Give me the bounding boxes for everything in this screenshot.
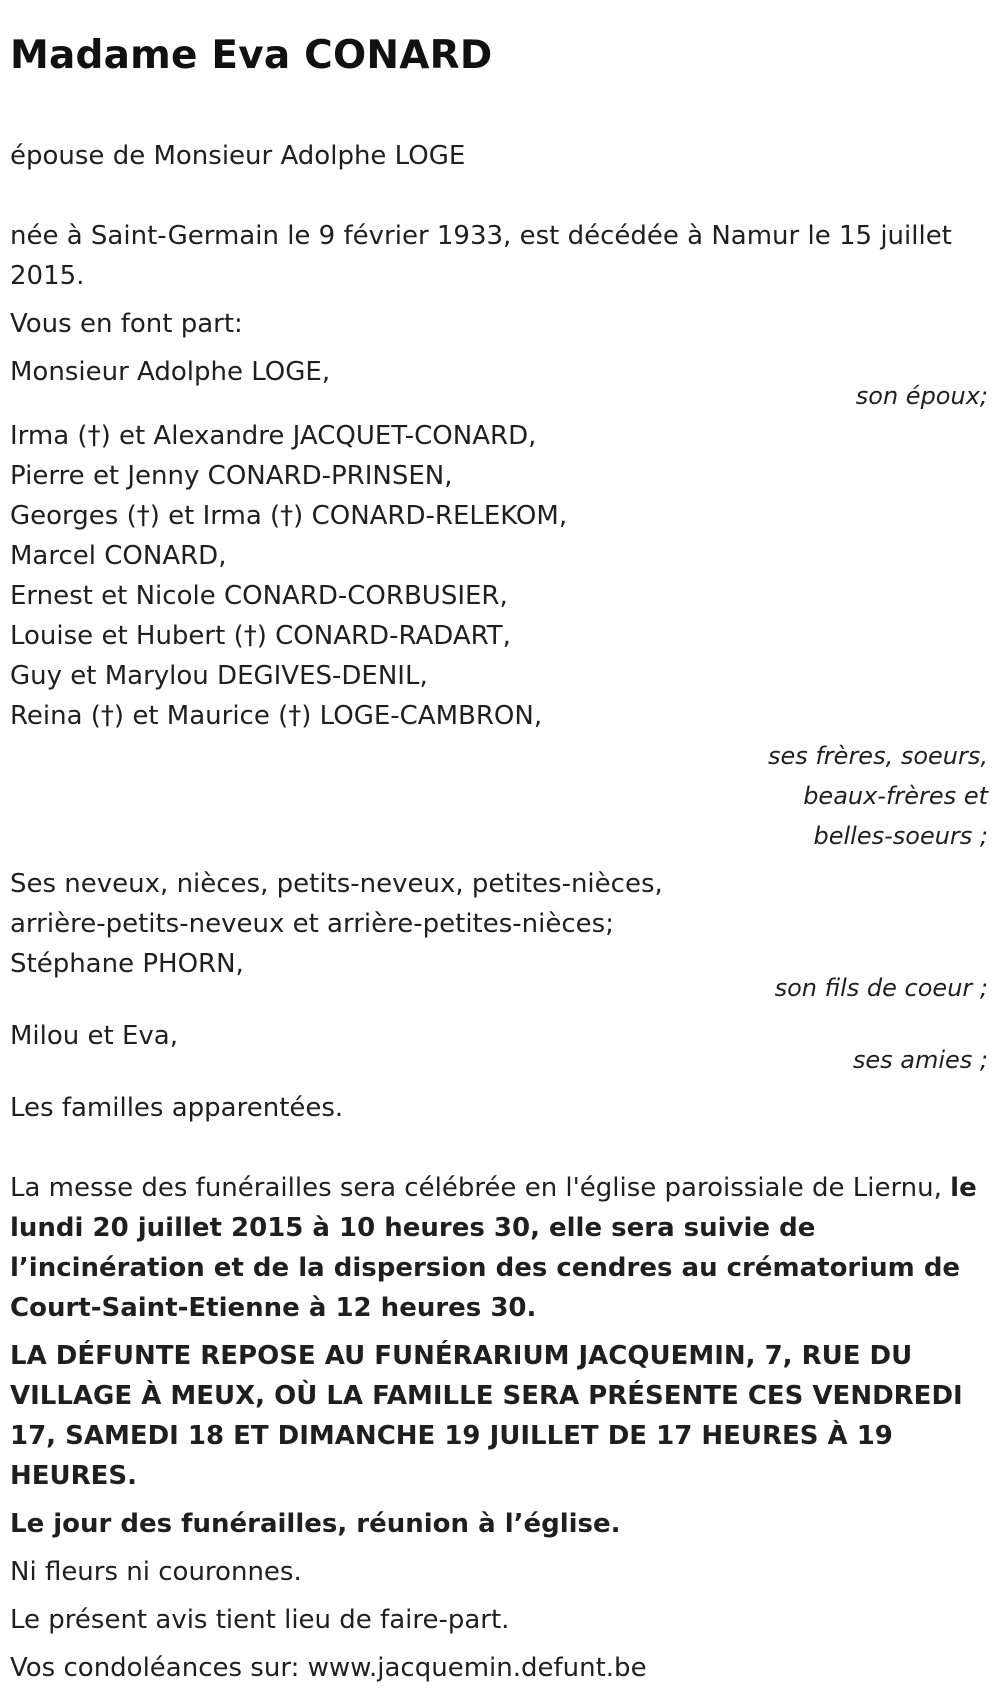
no-flowers-notice: Ni fleurs ni couronnes. [10,1557,302,1587]
faire-part-notice: Le présent avis tient lieu de faire-part. [10,1605,510,1635]
nephews-block [10,864,990,944]
siblings-role-line: belles-soeurs ; [813,822,988,850]
siblings-role-line: ses frères, soeurs, [767,742,988,770]
deceased-name-title: Madame Eva CONARD [10,33,493,78]
siblings-role-line: beaux-frères et [803,782,988,810]
funeral-details [10,1168,990,1328]
sibling-entry: Pierre et Jenny CONARD-PRINSEN, [10,461,453,491]
sibling-entry: Louise et Hubert (†) CONARD-RADART, [10,621,511,651]
husband-name: Monsieur Adolphe LOGE, [10,357,331,387]
funeral-details-regular: La messe des funérailles sera célébrée en l'église paroissiale de Liernu, [10,1173,951,1203]
sibling-entry: Georges (†) et Irma (†) CONARD-RELEKOM, [10,501,568,531]
siblings-list [10,416,990,736]
sibling-entry: Guy et Marylou DEGIVES-DENIL, [10,661,428,691]
condolences-link[interactable]: www.jacquemin.defunt.be [307,1653,647,1683]
husband-role: son époux; [855,382,988,410]
heart-son-name: Stéphane PHORN, [10,949,244,979]
heart-son-role: son fils de coeur ; [774,974,988,1002]
funeral-details-bold: le lundi 20 juillet 2015 à 10 heures 30, elle sera suivie de l’incinération et de la dispersion des cendres au crématorium de Court-Saint-Etienne à 12 heures 30. [10,1173,977,1323]
visitation-notice: LA DÉFUNTE REPOSE AU FUNÉRARIUM JACQUEMIN, 7, RUE DU VILLAGE À MEUX, OÙ LA FAMILLE SERA PRÉSENTE CES VENDREDI 17, SAMEDI 18 ET DIMANCHE 19 JUILLET DE 17 HEURES À 19 HEURES. [10,1341,963,1491]
sibling-entry: Irma (†) et Alexandre JACQUET-CONARD, [10,421,537,451]
nephews-line: arrière-petits-neveux et arrière-petites-nièces; [10,909,614,939]
siblings-role [10,736,990,856]
sibling-entry: Ernest et Nicole CONARD-CORBUSIER, [10,581,508,611]
birth-death-statement: née à Saint-Germain le 9 février 1933, est décédée à Namur le 15 juillet 2015. [10,221,952,291]
sibling-entry: Reina (†) et Maurice (†) LOGE-CAMBRON, [10,701,543,731]
meeting-notice: Le jour des funérailles, réunion à l’église. [10,1509,621,1539]
condolences-label: Vos condoléances sur: [10,1653,308,1683]
friends-name: Milou et Eva, [10,1021,178,1051]
friends-role: ses amies ; [852,1046,988,1074]
nephews-line: Ses neveux, nièces, petits-neveux, petites-nièces, [10,869,663,899]
families-line: Les familles apparentées. [10,1093,344,1123]
sibling-entry: Marcel CONARD, [10,541,227,571]
spouse-line: épouse de Monsieur Adolphe LOGE [10,141,466,171]
condolences-line [10,1648,990,1688]
announcement-intro: Vous en font part: [10,309,243,339]
